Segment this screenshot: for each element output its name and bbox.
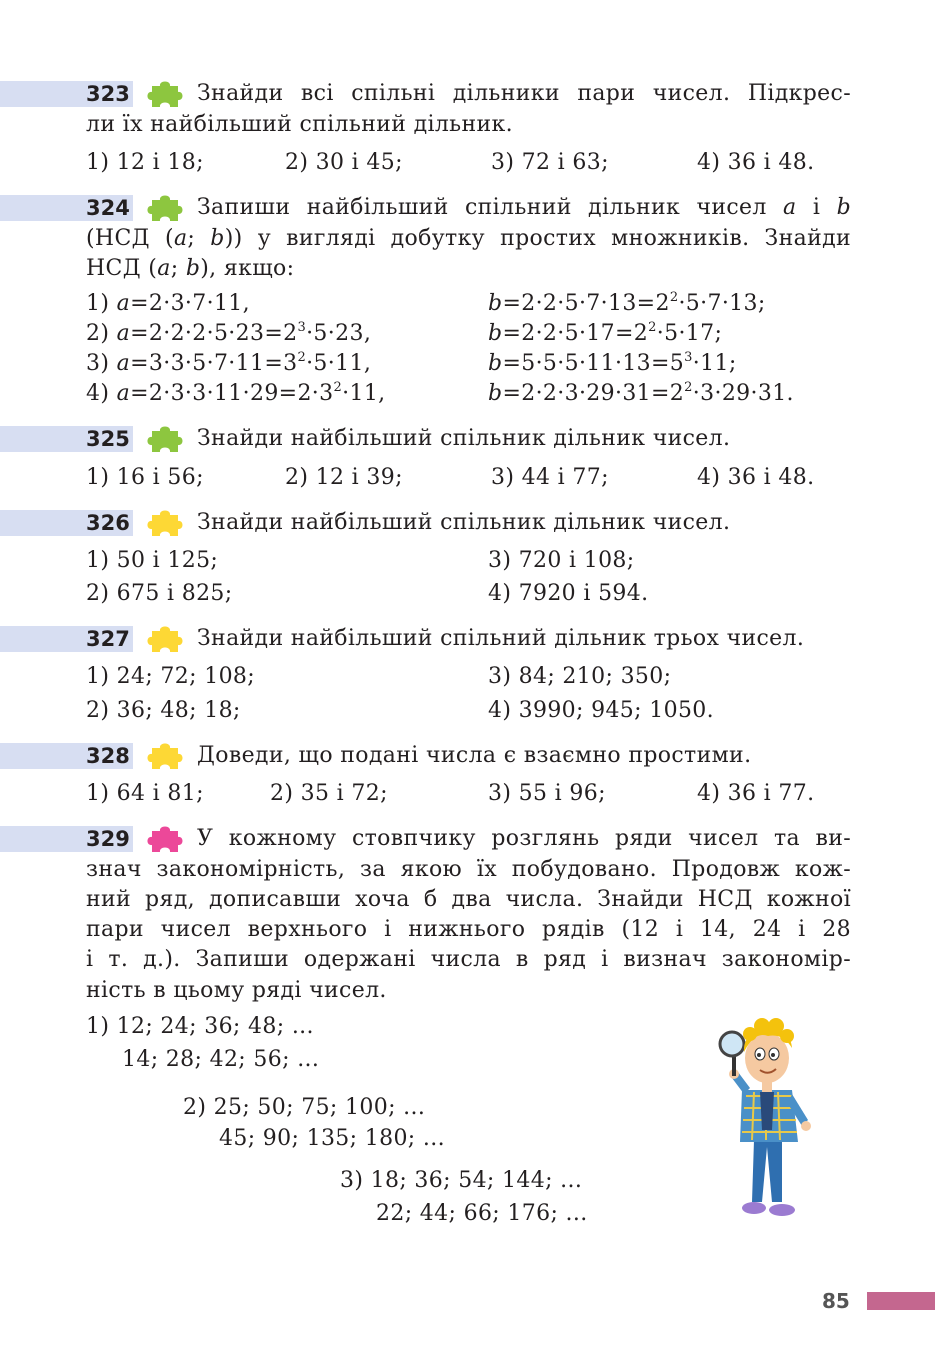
exercise-text: У кожному стовпчику розглянь ряди чисел та ви- <box>197 826 851 851</box>
answer-item: 1) 16 і 56; <box>86 465 204 490</box>
exercise-text: Знайди всі спільні дільники пари чисел. Підкрес- <box>197 81 851 106</box>
answer-item: 3) 72 і 63; <box>491 150 609 175</box>
answer-item: 2) 30 і 45; <box>285 150 403 175</box>
factor-row-b: $b=5\cdot 5\cdot 5\cdot 11\cdot 13=5^3\cdot 11$; <box>488 350 737 376</box>
exercise-text: ний ряд, дописавши хоча б два числа. Знайди НСД кожної <box>86 887 851 912</box>
exercise-text: Знайди найбільший спільний дільник трьох чисел. <box>197 626 805 651</box>
answer-item: 3) 44 і 77; <box>491 465 609 490</box>
factor-row-a: 3) $a=3\cdot 3\cdot 5\cdot 7\cdot 11=3^2\cdot 5\cdot 11$, <box>86 350 372 376</box>
answer-item: 3) 55 і 96; <box>488 781 606 806</box>
exercise-text: пари чисел верхнього і нижнього рядів (12 і 14, 24 і 28 <box>86 917 851 942</box>
exercise-number: 329 <box>86 827 130 851</box>
exercise-number: 328 <box>86 744 130 768</box>
exercise-number: 323 <box>86 82 130 106</box>
answer-item: 1) 64 і 81; <box>86 781 204 806</box>
page-number: 85 <box>822 1289 850 1313</box>
puzzle-green-icon <box>146 422 186 456</box>
exercise-number: 326 <box>86 511 130 535</box>
sequence-top: 2) 25; 50; 75; 100; ... <box>183 1095 426 1120</box>
answer-item: 1) 24; 72; 108; <box>86 664 256 689</box>
factor-row-b: $b=2\cdot 2\cdot 3\cdot 29\cdot 31=2^2\cdot 3\cdot 29\cdot 31$. <box>488 380 794 406</box>
answer-item: 4) 36 і 48. <box>697 150 815 175</box>
sequence-bottom: 14; 28; 42; 56; ... <box>122 1047 320 1072</box>
answer-item: 2) 36; 48; 18; <box>86 698 241 723</box>
exercise-text: НСД (a; b), якщо: <box>86 256 295 281</box>
boy-with-magnifying-glass-illustration <box>712 1012 822 1224</box>
puzzle-yellow-icon <box>146 622 186 656</box>
sequence-bottom: 22; 44; 66; 176; ... <box>376 1201 588 1226</box>
answer-item: 4) 7920 і 594. <box>488 581 649 606</box>
exercise-text: Знайди найбільший спільник дільник чисел. <box>197 426 731 451</box>
answer-item: 3) 84; 210; 350; <box>488 664 672 689</box>
answer-item: 2) 12 і 39; <box>285 465 403 490</box>
factor-row-a: 1) a=2·3·7·11, <box>86 291 250 316</box>
sequence-top: 3) 18; 36; 54; 144; ... <box>340 1168 583 1193</box>
puzzle-yellow-icon <box>146 506 186 540</box>
factor-row-b: $b=2\cdot 2\cdot 5\cdot 17=2^2\cdot 5\cdot 17$; <box>488 320 723 346</box>
factor-row-a: 4) $a=2\cdot 3\cdot 3\cdot 11\cdot 29=2\cdot 3^2\cdot 11$, <box>86 380 386 406</box>
answer-item: 4) 3990; 945; 1050. <box>488 698 714 723</box>
factor-row-a: 2) $a=2\cdot 2\cdot 2\cdot 5\cdot 23=2^3\cdot 5\cdot 23$, <box>86 320 372 346</box>
exercise-text: (НСД (a; b)) у вигляді добутку простих множників. Знайди <box>86 226 851 251</box>
exercise-number: 325 <box>86 427 130 451</box>
exercise-text: Запиши найбільший спільний дільник чисел a і b <box>197 195 851 220</box>
puzzle-green-icon <box>146 191 186 225</box>
exercise-text: знач закономірність, за якою їх побудовано. Продовж кож- <box>86 857 851 882</box>
puzzle-yellow-icon <box>146 739 186 773</box>
answer-item: 3) 720 і 108; <box>488 548 635 573</box>
answer-item: 4) 36 і 48. <box>697 465 815 490</box>
puzzle-pink-icon <box>146 822 186 856</box>
exercise-text: ли їх найбільший спільний дільник. <box>86 112 513 137</box>
answer-item: 2) 35 і 72; <box>270 781 388 806</box>
factor-row-b: $b=2\cdot 2\cdot 5\cdot 7\cdot 13=2^2\cdot 5\cdot 7\cdot 13$; <box>488 290 766 316</box>
exercise-text: Доведи, що подані числа є взаємно простими. <box>197 743 752 768</box>
answer-item: 2) 675 і 825; <box>86 581 233 606</box>
exercise-text: і т. д.). Запиши одержані числа в ряд і визнач закономір- <box>86 947 851 972</box>
page-number-bar <box>867 1292 935 1310</box>
answer-item: 4) 36 і 77. <box>697 781 815 806</box>
exercise-number: 324 <box>86 196 130 220</box>
puzzle-green-icon <box>146 77 186 111</box>
answer-item: 1) 50 і 125; <box>86 548 219 573</box>
sequence-top: 1) 12; 24; 36; 48; ... <box>86 1014 314 1039</box>
sequence-bottom: 45; 90; 135; 180; ... <box>219 1126 445 1151</box>
exercise-text: ність в цьому ряді чисел. <box>86 978 387 1003</box>
exercise-number: 327 <box>86 627 130 651</box>
answer-item: 1) 12 і 18; <box>86 150 204 175</box>
exercise-text: Знайди найбільший спільник дільник чисел. <box>197 510 731 535</box>
